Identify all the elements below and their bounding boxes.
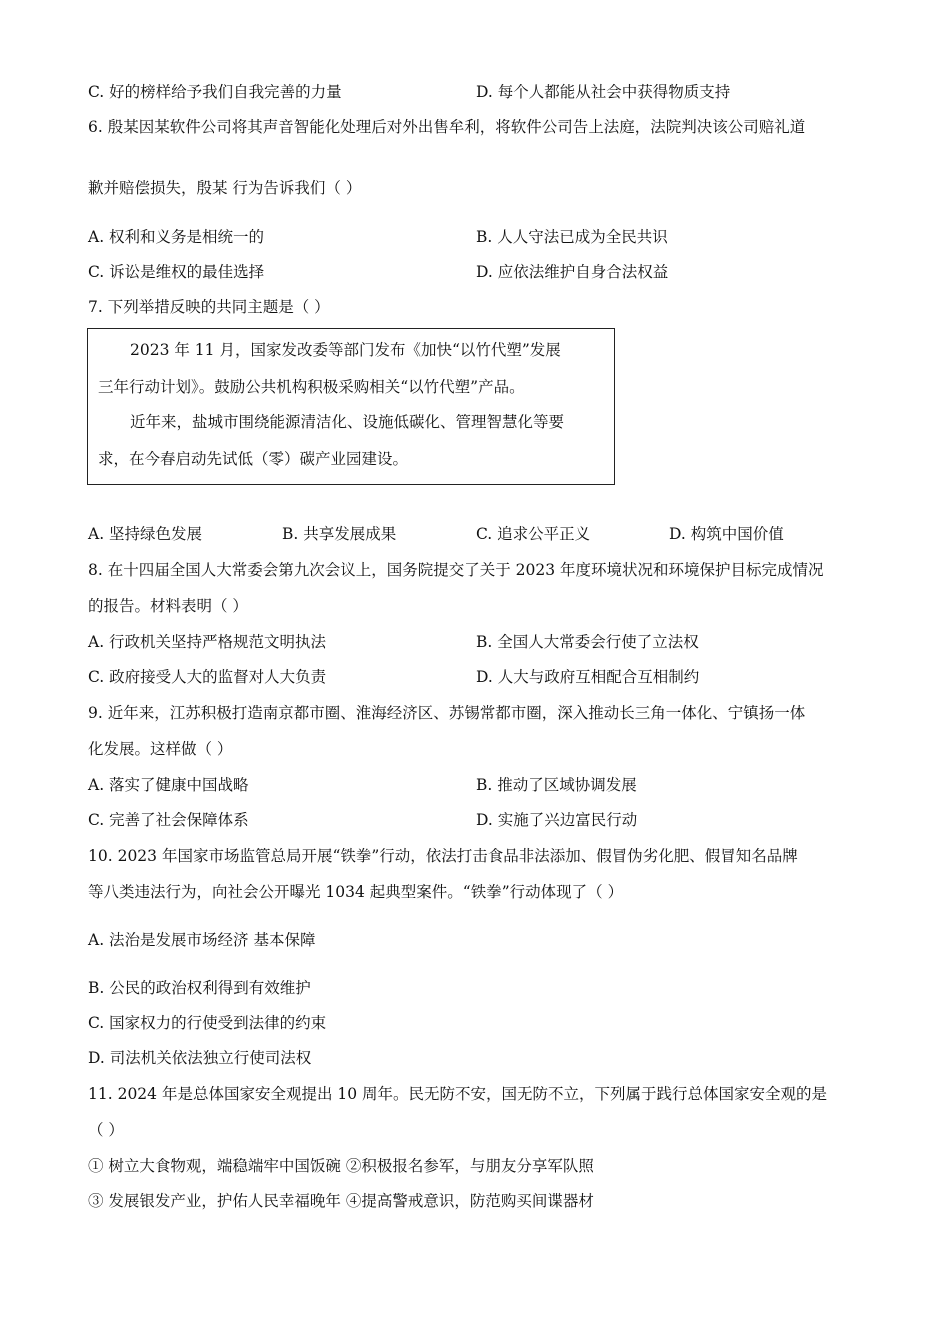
q10-option-d: D. 司法机关依法独立行使司法权 — [88, 1049, 312, 1067]
q11-items-line2: ③ 发展银发产业，护佑人民幸福晚年 ④提高警戒意识，防范购买间谍器材 — [88, 1192, 594, 1210]
q6-option-a: A. 权利和义务是相统一的 — [88, 228, 265, 246]
q9-option-a: A. 落实了健康中国战略 — [88, 776, 249, 794]
q8-option-d: D. 人大与政府互相配合互相制约 — [476, 668, 700, 686]
q7-material-line3: 近年来，盐城市围绕能源清洁化、设施低碳化、管理智慧化等要 — [130, 413, 565, 431]
q10-option-c: C. 国家权力的行使受到法律的约束 — [88, 1014, 327, 1032]
q7-material-line1: 2023 年 11 月，国家发改委等部门发布《加快“以竹代塑”发展 — [130, 341, 561, 359]
q8-stem-line2: 的报告。材料表明（ ） — [88, 597, 248, 615]
q7-stem: 7. 下列举措反映的共同主题是（ ） — [88, 298, 330, 316]
q11-stem-line1: 11. 2024 年是总体国家安全观提出 10 周年。民无防不安，国无防不立，下列属于践行总体国家安全观的是 — [88, 1085, 828, 1103]
q7-material-box — [87, 328, 615, 485]
q7-material-line2: 三年行动计划》。鼓励公共机构积极采购相关“以竹代塑”产品。 — [98, 378, 525, 396]
q10-stem-line1: 10. 2023 年国家市场监管总局开展“铁拳”行动，依法打击食品非法添加、假冒伪劣化肥、假冒知名品牌 — [88, 847, 798, 865]
q7-option-b: B. 共享发展成果 — [282, 525, 397, 543]
q5-option-c: C. 好的榜样给予我们自我完善的力量 — [88, 83, 342, 101]
q9-option-c: C. 完善了社会保障体系 — [88, 811, 249, 829]
q6-option-d: D. 应依法维护自身合法权益 — [476, 263, 669, 281]
q9-stem-line2: 化发展。这样做（ ） — [88, 740, 233, 758]
q11-stem-line2: （ ） — [88, 1121, 124, 1139]
q8-stem-line1: 8. 在十四届全国人大常委会第九次会议上，国务院提交了关于 2023 年度环境状况和环境保护目标完成情况 — [88, 561, 824, 579]
q9-option-b: B. 推动了区域协调发展 — [476, 776, 637, 794]
q5-option-d: D. 每个人都能从社会中获得物质支持 — [476, 83, 731, 101]
q10-stem-line2: 等八类违法行为，向社会公开曝光 1034 起典型案件。“铁拳”行动体现了（ ） — [88, 883, 624, 901]
q8-option-b: B. 全国人大常委会行使了立法权 — [476, 633, 699, 651]
q8-option-a: A. 行政机关坚持严格规范文明执法 — [88, 633, 327, 651]
q9-stem-line1: 9. 近年来，江苏积极打造南京都市圈、淮海经济区、苏锡常都市圈，深入推动长三角一体化、宁镇扬一体 — [88, 704, 806, 722]
q7-option-c: C. 追求公平正义 — [476, 525, 591, 543]
q11-items-line1: ① 树立大食物观，端稳端牢中国饭碗 ②积极报名参军，与朋友分享军队照 — [88, 1157, 594, 1175]
q7-option-d: D. 构筑中国价值 — [669, 525, 784, 543]
q6-option-c: C. 诉讼是维权的最佳选择 — [88, 263, 265, 281]
q10-option-a: A. 法治是发展市场经济 基本保障 — [88, 931, 316, 949]
q7-material-line4: 求，在今春启动先试低（零）碳产业园建设。 — [98, 450, 409, 468]
q6-stem-line2: 歉并赔偿损失，殷某 行为告诉我们（ ） — [88, 179, 362, 197]
q9-option-d: D. 实施了兴边富民行动 — [476, 811, 638, 829]
q6-option-b: B. 人人守法已成为全民共识 — [476, 228, 668, 246]
q7-option-a: A. 坚持绿色发展 — [88, 525, 203, 543]
q6-stem-line1: 6. 殷某因某软件公司将其声音智能化处理后对外出售牟利，将软件公司告上法庭，法院判决该公司赔礼道 — [88, 118, 806, 136]
q10-option-b: B. 公民的政治权利得到有效维护 — [88, 979, 311, 997]
q8-option-c: C. 政府接受人大的监督对人大负责 — [88, 668, 327, 686]
